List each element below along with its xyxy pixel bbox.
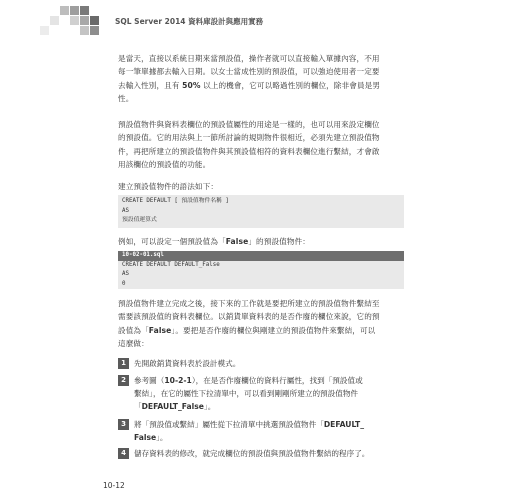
step-text <box>134 374 406 413</box>
bold-text: False <box>134 433 157 442</box>
paragraph-line <box>118 79 402 92</box>
step-line <box>134 431 406 444</box>
step-number-badge: 1 <box>118 358 129 369</box>
bold-text: False <box>225 237 249 246</box>
step-text <box>134 418 406 444</box>
text-span: 將「預設值或繫結」屬性從下拉清單中挑選預設值物件「 <box>134 420 324 429</box>
text-span: 以上的機會，它可以略過性別的欄位，除非會員是男 <box>200 80 381 90</box>
page-number: 10-12 <box>103 481 125 490</box>
paragraph-line: 每一筆單據都去輸入日期。以女士當成性別的預設值，可以強迫使用者一定要 <box>118 67 380 77</box>
code-line: AS <box>122 271 129 277</box>
paragraph-line <box>118 324 402 337</box>
text-span: 」。 <box>156 433 168 442</box>
step-number-badge: 3 <box>118 419 129 430</box>
syntax-code-block <box>118 195 404 228</box>
header-logo-graphic <box>0 2 100 36</box>
paragraph-line: 這麼做： <box>118 338 149 348</box>
paragraph-3 <box>118 180 402 193</box>
bold-text: False <box>148 325 172 335</box>
paragraph-line: 是當天，直接以系統日期來當預設值，操作者就可以直接輸入單據內容，不用 <box>118 54 380 63</box>
text-span: 去輸入性別，且有 <box>118 80 183 90</box>
paragraph-line: 件，再把所建立的預設值物件與其預設值相符的資料表欄位進行繫結，才會啟 <box>118 146 380 156</box>
step-text: 儲存資料表的修改，就完成欄位的預設值與預設值物件繫結的程序了。 <box>134 449 370 458</box>
step-line <box>134 418 406 431</box>
example-code-block <box>118 251 404 289</box>
paragraph-5 <box>118 297 402 350</box>
text-span: 例如，可以設定一個預設值為「 <box>118 237 226 246</box>
paragraph-line: 用該欄位的預設值的功能。 <box>118 159 211 169</box>
paragraph-1 <box>118 52 402 105</box>
step-text: 先開啟銷貨資料表於設計模式。 <box>134 359 241 368</box>
code-line: 預設值運算式 <box>122 217 157 223</box>
paragraph-line <box>118 235 402 248</box>
step-line <box>134 374 406 387</box>
paragraph-line: 建立預設值物件的語法如下： <box>118 182 219 191</box>
paragraph-line: 預設值物件與資料表欄位的預設值屬性的用途是一樣的，也可以用來設定欄位 <box>118 120 380 129</box>
step-number-badge: 4 <box>118 448 129 459</box>
step-line <box>134 400 406 413</box>
page-header <box>0 0 520 40</box>
text-span: 」。要把是否作廢的欄位與剛建立的預設值物件來繫結，可以 <box>171 325 376 335</box>
text-span: 參考圖（ <box>134 376 165 385</box>
paragraph-line: 預設值物件建立完成之後，接下來的工作就是要把所建立的預設值物件繫結至 <box>118 299 380 308</box>
bold-text: DEFAULT_False <box>141 402 204 411</box>
code-file-caption: 10-02-01.sql <box>118 251 404 261</box>
header-title: SQL Server 2014 資料庫設計與應用實務 <box>115 17 264 26</box>
step-line: 繫結」，在它的屬性下拉清單中，可以看到剛剛所建立的預設值物件 <box>134 389 359 398</box>
text-span: 「 <box>134 402 142 411</box>
text-span: 」的預設值物件： <box>248 237 310 246</box>
paragraph-line: 的預設值。它的用法與上一節所討論的規則物件很相近，必須先建立預設值物 <box>118 133 380 143</box>
text-span: 設值為「 <box>118 325 149 335</box>
paragraph-4 <box>118 235 402 248</box>
text-span: 」。 <box>203 402 216 411</box>
bold-text: DEFAULT_ <box>323 420 365 429</box>
bold-text: 50% <box>182 80 201 90</box>
paragraph-2 <box>118 118 402 171</box>
code-line: CREATE DEFAULT DEFAULT_False <box>122 261 220 268</box>
code-line: CREATE DEFAULT [ 預設值物件名稱 ] <box>122 198 229 204</box>
step-number-badge: 2 <box>118 375 129 386</box>
paragraph-line: 需要該預設值的資料表欄位。以銷貨單資料表的是否作廢的欄位來說，它的預 <box>118 312 380 322</box>
bold-text: 10-2-1 <box>164 376 192 385</box>
text-span: ），在是否作廢欄位的資料行屬性，找到「預設值或 <box>191 376 363 385</box>
paragraph-line: 性。 <box>118 93 134 103</box>
code-line: 0 <box>122 280 126 287</box>
code-line: AS <box>122 207 129 214</box>
